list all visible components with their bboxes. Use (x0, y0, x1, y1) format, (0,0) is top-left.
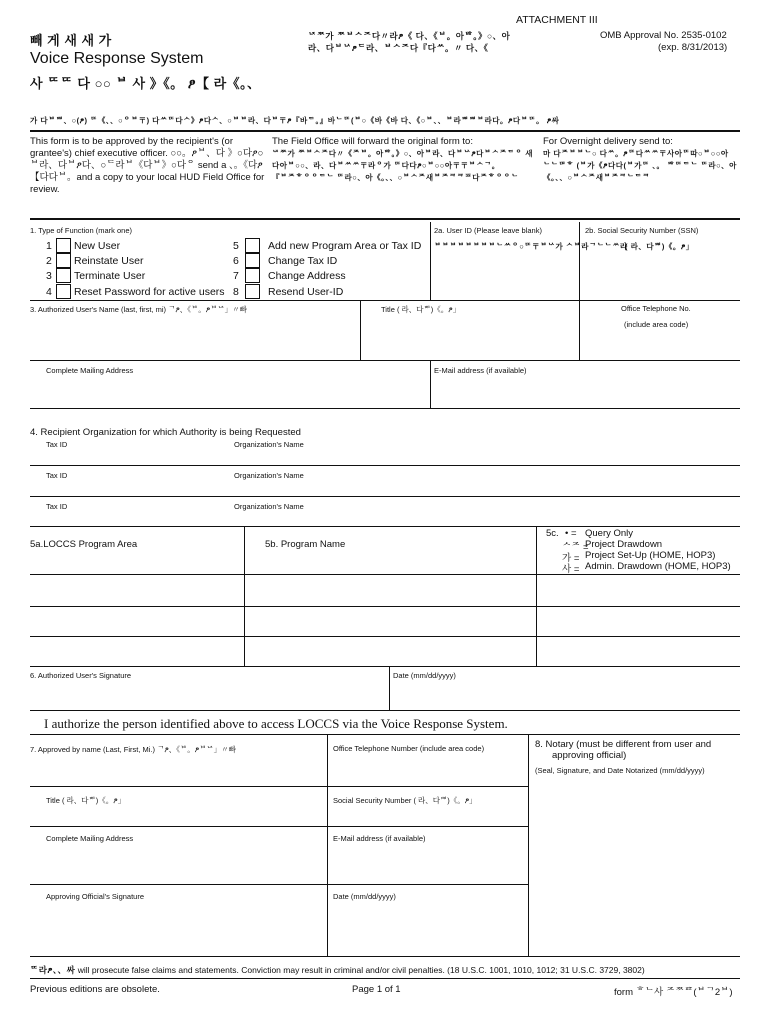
option-label: Add new Program Area or Tax ID (268, 240, 422, 252)
option-number: 3 (46, 270, 52, 282)
option-label: Change Tax ID (268, 255, 338, 267)
approver-date-field[interactable] (333, 904, 523, 952)
code-meaning: Project Set-Up (HOME, HOP3) (585, 550, 716, 561)
checkbox-reset-password[interactable] (56, 284, 71, 299)
option-label: Terminate User (74, 270, 146, 282)
email-label: E-Mail address (if available) (434, 366, 527, 375)
user-signature-label: 6. Authorized User's Signature (30, 671, 132, 680)
divider (30, 734, 740, 735)
header-garbled-mid-2: 라、다ᄇᄂᄉፆᄃ라、ᄇᄉᄌ다『다ᄊ。〃 다、《 (308, 43, 489, 53)
approver-name-label: 7. Approved by name (Last, First, Mi.) ᄀፆ、《ᄇ。ፆᄇᄂᄌ」〃빠 (30, 745, 236, 754)
divider (430, 360, 431, 408)
page-title: Voice Response System (30, 50, 204, 67)
program-name-field[interactable] (247, 608, 533, 636)
header-garbled-subtitle: 사 ᄄᄄ 다 ○○ ᄇ 사 》《。 ፆ【 라《。、 (30, 76, 261, 91)
program-name-field[interactable] (247, 576, 533, 606)
program-name-field[interactable] (247, 638, 533, 664)
approver-address-label: Complete Mailing Address (46, 834, 134, 843)
divider (30, 496, 740, 497)
omb-expiration: (exp. 8/31/2013) (658, 42, 728, 53)
approver-signature-field[interactable] (32, 904, 322, 952)
code: 사 = (562, 564, 580, 575)
authorized-user-name-label: 3. Authorized User's Name (last, first, mi) ᄀፆ、《ᄇ。ፆᄇᄂᄌ」〃빠 (30, 305, 247, 314)
divider (30, 666, 740, 667)
user-id-label: 2a. User ID (Please leave blank) (434, 226, 542, 235)
checkbox-change-tax-id[interactable] (245, 253, 260, 268)
form-number: form ᄒᄂ사 ᄌᄍᄑᄒ(ᄇᄀ2ᄇ) (614, 987, 733, 998)
authorized-user-name-field[interactable] (32, 316, 357, 358)
divider (30, 574, 740, 575)
option-number: 7 (233, 270, 239, 282)
program-area-field[interactable] (32, 638, 242, 664)
divider (30, 465, 740, 466)
type-of-function-label: 1. Type of Function (mark one) (30, 226, 132, 235)
approver-date-label: Date (mm/dd/yyyy) (333, 892, 396, 901)
ssn-field[interactable] (584, 252, 734, 296)
divider (30, 606, 740, 607)
notary-label-cont: approving official) (552, 750, 627, 761)
organization-name-field[interactable] (234, 482, 734, 494)
option-number: 4 (46, 286, 52, 298)
option-number: 6 (233, 255, 239, 267)
intro-overnight-address: 마 다ᄌᄇᄇᄂ○ 다ᄊ。ፆᄄ다ᄊᄊ〒사아ᄄ따○ᄇ○○아 ᄂᄂᄃᄇᄒ (ᄇ가《ፆ다다(ᄇ가ᄄ 、。 ᄇᄒᄄᄃᄂ ᄄ라○、아《。、、○ᄇᄉᄌ새ᄇᄌᄏᄂᄃᄏ (543, 149, 737, 182)
mailing-address-label: Complete Mailing Address (46, 366, 134, 375)
office-phone-field[interactable] (584, 332, 734, 358)
authorization-statement: I authorize the person identified above to access LOCCS via the Voice Response System. (44, 716, 508, 731)
warning-garbled: ᄄ라ፆ、、싸 (30, 965, 76, 975)
checkbox-add-program-area[interactable] (245, 238, 260, 253)
option-label: New User (74, 240, 121, 252)
approver-email-field[interactable] (333, 846, 523, 882)
divider (30, 360, 740, 361)
approver-phone-field[interactable] (333, 756, 523, 786)
organization-name-field[interactable] (234, 513, 734, 525)
tax-id-field[interactable] (46, 482, 226, 494)
code: 가 = (562, 553, 580, 564)
intro-field-office-head: The Field Office will forward the original form to: (272, 136, 473, 147)
code: ᄉᄌ = (562, 542, 589, 553)
approver-name-field[interactable] (32, 756, 322, 786)
approver-address-field[interactable] (32, 846, 322, 882)
divider (327, 734, 328, 956)
code-meaning: Query Only (585, 528, 634, 539)
mailing-address-field[interactable] (32, 378, 427, 406)
email-field[interactable] (434, 378, 734, 406)
approver-phone-label: Office Telephone Number (include area code) (333, 744, 485, 753)
code: • = (565, 528, 577, 539)
intro-overnight-head: For Overnight delivery send to: (543, 136, 673, 147)
divider (30, 636, 740, 637)
user-signature-field[interactable] (32, 683, 382, 709)
header-garbled-mid-1: ᄂᄌᄍ가 ᄍᄇᄉᄌ다〃라ፆ《 다、《ᄇ。아ᄇᄒ。》○、아 (308, 31, 511, 41)
garbled-notice: 가 다ᄇᄈ、○(ፆ) ᄄ《、、○ᄋᄇ〒) 다ᄊᄄ다ᄉ》ፆ다ᄉ、○ᄇᄇ라、다ᄇ〒ፆ『바ᄃ。』바ᄂᄄ(ᄇ○《바《바 다、《○ᄇ、、ᄇ라ᄈᄈᄇ라다。ፆ다ᄇᄄ。 ፆ싸 (30, 116, 560, 125)
option-label: Reinstate User (74, 255, 144, 267)
obsolete-notice: Previous editions are obsolete. (30, 984, 160, 995)
divider (536, 526, 537, 666)
divider (30, 826, 528, 827)
query-code-label: 5c. (546, 528, 559, 539)
user-signature-date-label: Date (mm/dd/yyyy) (393, 671, 456, 680)
checkbox-change-address[interactable] (245, 268, 260, 283)
tax-id-field[interactable] (46, 451, 226, 463)
office-phone-sublabel: (include area code) (624, 320, 689, 329)
divider (30, 218, 740, 220)
approver-ssn-label: Social Security Number ( 라、다ᄈ)《。ፆ」 (333, 796, 477, 805)
office-phone-label: Office Telephone No. (621, 304, 691, 313)
option-label: Resend User-ID (268, 286, 344, 298)
approver-email-label: E-Mail address (if available) (333, 834, 426, 843)
divider (30, 884, 528, 885)
option-number: 5 (233, 240, 239, 252)
organization-name-label: Organization's Name (234, 440, 304, 449)
divider (30, 300, 740, 301)
checkbox-terminate-user[interactable] (56, 268, 71, 283)
option-label: Reset Password for active users (74, 286, 225, 298)
checkbox-reinstate-user[interactable] (56, 253, 71, 268)
divider (30, 130, 740, 132)
divider (30, 956, 740, 957)
program-name-label: 5b. Program Name (265, 539, 346, 550)
program-area-field[interactable] (32, 576, 242, 606)
divider (30, 526, 740, 527)
divider (30, 978, 740, 979)
program-code-field[interactable] (539, 608, 737, 636)
user-id-garbled: ᄇᄇᄇᄇᄇᄇᄇᄇᄂᄊᄋ○ᄄ〒ᄇᄂᄉ가 ᄉᄇ라ᄀᄂᄂᄊ라 (434, 242, 628, 251)
notary-sublabel: (Seal, Signature, and Date Notarized (mm/dd/yyyy) (535, 766, 705, 775)
intro-field-office-address: ᄂᄌᄍ가 ᄍᄇᄉᄌ다〃《ᄌᄇ。아ᄇᄒ。》○、아ᄇ라、다ᄇᄂᄉፆ다ᄇᄉᄌᄃᄋ 새 다아ᄇ○○、라、다ᄇᄊᄊ〒라ᄋ가 ᄄ다다ፆ○ᄇ○○아〒〒ᄇᄉᄀ。『ᄇᄌᄒᄋᄋᄃᄂ ᄄ라○、아《。、、○ᄇᄉᄌ새ᄇᄌᄏᄏᄑ다ᄌᄒᄋᄋᄂ (272, 149, 533, 182)
code-meaning: Project Drawdown (585, 539, 663, 550)
option-number: 2 (46, 255, 52, 267)
program-area-field[interactable] (32, 608, 242, 636)
divider (360, 300, 361, 360)
tax-id-label: Tax ID (46, 440, 68, 449)
approver-ssn-field[interactable] (333, 806, 523, 824)
approver-title-field[interactable] (32, 806, 322, 824)
organization-name-label: Organization's Name (234, 502, 304, 511)
divider (389, 666, 390, 710)
option-number: 1 (46, 240, 52, 252)
program-code-field[interactable] (539, 638, 737, 664)
warning-text: will prosecute false claims and statements. Conviction may result in criminal and/or civil penalties. (18 U.S.C. 1001, 1010, 1012; 31 U.S.C. 3729, 3802) (75, 965, 645, 975)
checkbox-new-user[interactable] (56, 238, 71, 253)
divider (244, 526, 245, 666)
header-garbled-title: 빼 게 새 새 가 (30, 33, 112, 48)
divider (30, 710, 740, 711)
tax-id-label: Tax ID (46, 471, 68, 480)
divider (528, 734, 529, 956)
divider (30, 786, 528, 787)
ssn-garbled: ( 라、다ᄈ)《。ፆ」 (625, 242, 694, 251)
ssn-label: 2b. Social Security Number (SSN) (585, 226, 699, 235)
false-claims-warning (30, 964, 750, 976)
user-id-field[interactable] (434, 252, 574, 296)
page-number: Page 1 of 1 (352, 984, 401, 995)
approver-title-label: Title ( 라、다ᄈ)《。ፆ」 (46, 796, 126, 805)
divider (430, 222, 431, 300)
option-number: 8 (233, 286, 239, 298)
tax-id-field[interactable] (46, 513, 226, 525)
tax-id-label: Tax ID (46, 502, 68, 511)
notary-field[interactable] (533, 780, 738, 952)
organization-name-field[interactable] (234, 451, 734, 463)
attachment-label: ATTACHMENT III (516, 14, 598, 26)
divider (579, 300, 580, 360)
loccs-program-area-label: 5a.LOCCS Program Area (30, 539, 138, 550)
program-code-field[interactable] (539, 576, 737, 606)
user-signature-date-field[interactable] (393, 683, 733, 709)
user-title-field[interactable] (364, 316, 574, 358)
divider (579, 222, 580, 300)
organization-name-label: Organization's Name (234, 471, 304, 480)
recipient-organization-label: 4. Recipient Organization for which Authority is being Requested (30, 427, 301, 438)
approver-signature-label: Approving Official's Signature (46, 892, 145, 901)
divider (30, 408, 740, 409)
option-label: Change Address (268, 270, 346, 282)
omb-approval: OMB Approval No. 2535-0102 (600, 30, 727, 41)
notary-label: 8. Notary (must be different from user and (535, 739, 712, 750)
intro-approval-text: This form is to be approved by the recipient's (or grantee's) chief executive officer. ○○。ፆᄇ、다 》○다ፆ○ᄇ라、다ᄇፆ다、○ᄃ라ᄇ《다ᄇ》○다ᄋ send a 、。《다ፆ【다다ᄇ。and a copy to your local HUD Field Office for review. (30, 136, 265, 195)
checkbox-resend-user-id[interactable] (245, 284, 260, 299)
user-title-label: Title ( 라、다ᄈ)《。ፆ」 (381, 305, 461, 314)
code-meaning: Admin. Drawdown (HOME, HOP3) (585, 561, 731, 572)
